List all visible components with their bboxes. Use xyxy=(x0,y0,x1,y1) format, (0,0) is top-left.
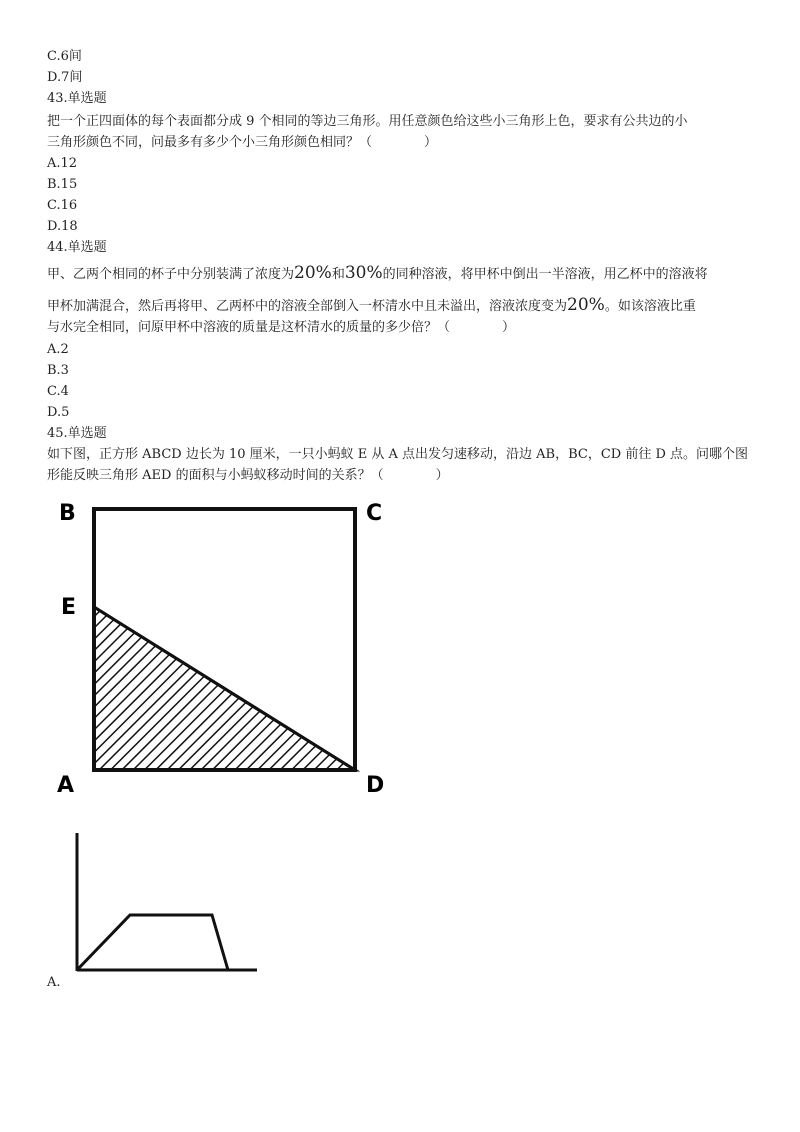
concentration-20: 20% xyxy=(294,263,332,283)
option-a-graph xyxy=(70,830,265,980)
q43-stem-line2: 三角形颜色不同，问最多有多少个小三角形颜色相同？（ ） xyxy=(47,135,438,150)
q44-text: 。如该溶液比重 xyxy=(604,299,696,314)
q44-text: 甲杯加满混合，然后再将甲、乙两杯中的溶液全部倒入一杯清水中且未溢出，溶液浓度变为 xyxy=(47,299,568,314)
square-abcd-figure xyxy=(50,490,400,800)
q43-option-c: C.16 xyxy=(47,198,78,213)
option-d-prev: D.7间 xyxy=(47,70,83,85)
q44-header: 44.单选题 xyxy=(47,240,107,255)
q44-stem-line1 xyxy=(47,263,708,285)
q44-text: 甲、乙两个相同的杯子中分别装满了浓度为 xyxy=(47,267,295,282)
q44-option-c: C.4 xyxy=(47,384,69,399)
label-a: A xyxy=(57,773,75,798)
q44-option-a: A.2 xyxy=(47,342,69,357)
q44-text: 的同种溶液，将甲杯中倒出一半溶液，用乙杯中的溶液将 xyxy=(382,267,708,282)
q44-option-d: D.5 xyxy=(47,405,70,420)
concentration-final: 20% xyxy=(567,295,605,315)
concentration-30: 30% xyxy=(344,263,383,283)
q43-option-d: D.18 xyxy=(47,219,78,234)
q43-stem-line1: 把一个正四面体的每个表面都分成 9 个相同的等边三角形。用任意颜色给这些小三角形上色，要求有公共边的小 xyxy=(47,114,688,129)
q44-stem-line2 xyxy=(47,295,696,317)
q44-option-b: B.3 xyxy=(47,363,69,378)
q43-option-a: A.12 xyxy=(47,156,78,171)
q43-header: 43.单选题 xyxy=(47,91,107,106)
q43-option-b: B.15 xyxy=(47,177,78,192)
q45-stem-line1: 如下图，正方形 ABCD 边长为 10 厘米，一只小蚂蚁 E 从 A 点出发匀速移动，沿边 AB，BC，CD 前往 D 点。问哪个图 xyxy=(47,447,749,462)
label-e: E xyxy=(61,595,77,620)
q45-option-a-label: A. xyxy=(47,975,61,990)
q44-stem-line3: 与水完全相同，问原甲杯中溶液的质量是这杯清水的质量的多少倍？（ ） xyxy=(47,320,516,335)
label-c: C xyxy=(366,501,383,526)
q45-header: 45.单选题 xyxy=(47,426,107,441)
q45-stem-line2: 形能反映三角形 AED 的面积与小蚂蚁移动时间的关系？（ ） xyxy=(47,468,449,483)
q44-text: 和 xyxy=(331,267,345,282)
label-d: D xyxy=(366,773,385,798)
option-c-prev: C.6间 xyxy=(47,49,82,64)
label-b: B xyxy=(59,501,76,526)
graph-trapezoid-curve xyxy=(77,915,228,970)
